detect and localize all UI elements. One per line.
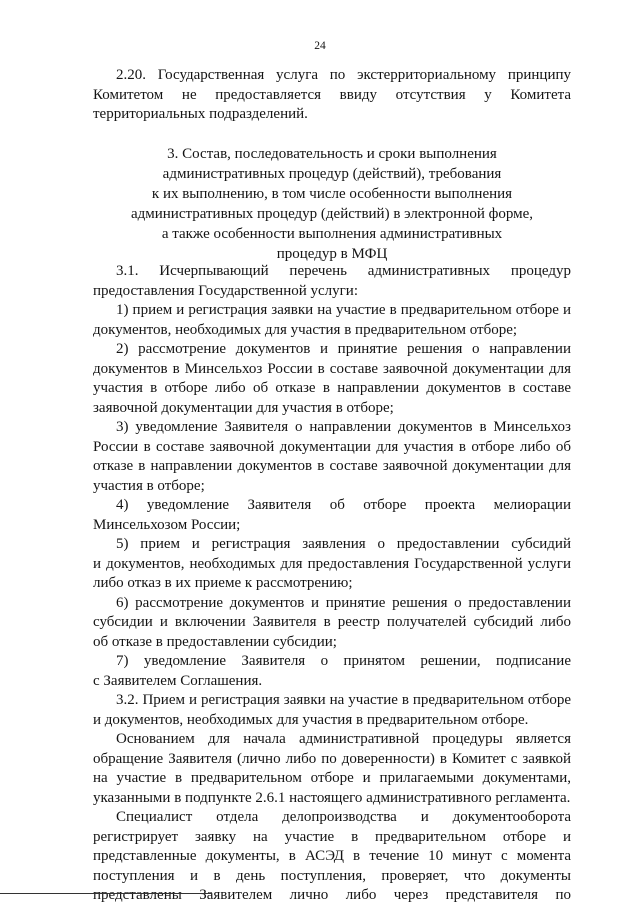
paragraph-line: предоставления Государственной услуги:: [93, 282, 358, 299]
paragraph-line: либо отказ в их приеме к рассмотрению;: [93, 575, 353, 591]
paragraph-line: Специалист отдела делопроизводства и документооборота: [116, 809, 571, 825]
body-text: [93, 262, 571, 906]
paragraph-line: обращение Заявителя (лично либо по доверенности) в Комитет с заявкой: [93, 750, 571, 767]
heading-line: процедур в МФЦ: [276, 246, 388, 262]
paragraph-line: об отказе в предоставлении субсидии;: [93, 633, 337, 650]
footer-rule: [0, 893, 212, 894]
paragraph-line: 3.1. Исчерпывающий перечень административных процедур: [116, 263, 571, 279]
paragraph-line: и документов, необходимых для предоставления Государственной услуги: [93, 555, 571, 572]
paragraph-line: субсидии и включении Заявителя в реестр получателей субсидий либо: [93, 614, 571, 630]
paragraph-line: территориальных подразделений.: [93, 106, 308, 122]
paragraph-line: регистрирует заявку на участие в предварительном отборе и: [93, 828, 571, 845]
paragraph-line: участия в отборе либо об отказе в направлении документов в составе: [93, 380, 571, 396]
paragraph-line: России в составе заявочной документации для участия в отборе либо об: [93, 438, 571, 455]
heading-line: административных процедур (действий) в электронной форме,: [130, 206, 534, 222]
paragraph-line: на участие в предварительном отборе и прилагаемыми документами,: [93, 770, 571, 786]
paragraph-line: 3) уведомление Заявителя о направлении документов в Минсельхоз: [116, 419, 571, 435]
paragraph-line: 5) прием и регистрация заявления о предоставлении субсидий: [116, 536, 571, 552]
paragraph-line: 1) прием и регистрация заявки на участие в предварительном отборе и: [116, 302, 571, 318]
paragraph-line: Основанием для начала административной процедуры является: [116, 731, 571, 747]
heading-line: 3. Состав, последовательность и сроки выполнения: [167, 146, 497, 162]
paragraph-line: участия в отборе;: [93, 477, 205, 494]
paragraph-line: документов, необходимых для участия в предварительном отборе;: [93, 321, 518, 338]
paragraph-line: Комитетом не предоставляется ввиду отсутствия у Комитета: [93, 86, 571, 103]
paragraph-line: 3.2. Прием и регистрация заявки на участие в предварительном отборе: [116, 692, 571, 708]
paragraph-line: поступления и в день поступления, проверяет, что документы: [93, 867, 571, 884]
section-3-heading: [93, 145, 571, 265]
paragraph-line: представлены Заявителем лично либо через представителя по: [93, 887, 571, 903]
paragraph-line: 6) рассмотрение документов и принятие решения о предоставлении: [116, 594, 571, 611]
paragraph-line: 2) рассмотрение документов и принятие решения о направлении: [116, 341, 571, 357]
paragraph-line: представленные документы, в АСЭД в течение 10 минут с момента: [93, 848, 571, 864]
paragraph-line: документов в Минсельхоз России в составе заявочной документации для: [93, 360, 571, 377]
heading-line: к их выполнению, в том числе особенности выполнения: [151, 186, 513, 202]
page-number: 24: [314, 40, 326, 52]
paragraph-line: и документов, необходимых для участия в предварительном отборе.: [93, 711, 529, 728]
heading-line: а также особенности выполнения административных: [161, 226, 503, 242]
paragraph-line: Минсельхозом России;: [93, 516, 241, 533]
paragraph-line: отказе в направлении документов в составе заявочной документации для: [93, 458, 571, 474]
paragraph-line: заявочной документации для участия в отборе;: [93, 399, 394, 416]
paragraph-line: 7) уведомление Заявителя о принятом решении, подписание: [116, 653, 571, 669]
paragraph-line: 2.20. Государственная услуга по экстерриториальному принципу: [116, 67, 571, 83]
paragraph-line: указанными в подпункте 2.6.1 настоящего административного регламента.: [93, 789, 571, 806]
paragraph-line: 4) уведомление Заявителя об отборе проекта мелиорации: [116, 497, 571, 513]
paragraph-line: с Заявителем Соглашения.: [93, 672, 263, 689]
heading-line: административных процедур (действий), требования: [162, 166, 502, 182]
section-2-20: [93, 66, 571, 125]
